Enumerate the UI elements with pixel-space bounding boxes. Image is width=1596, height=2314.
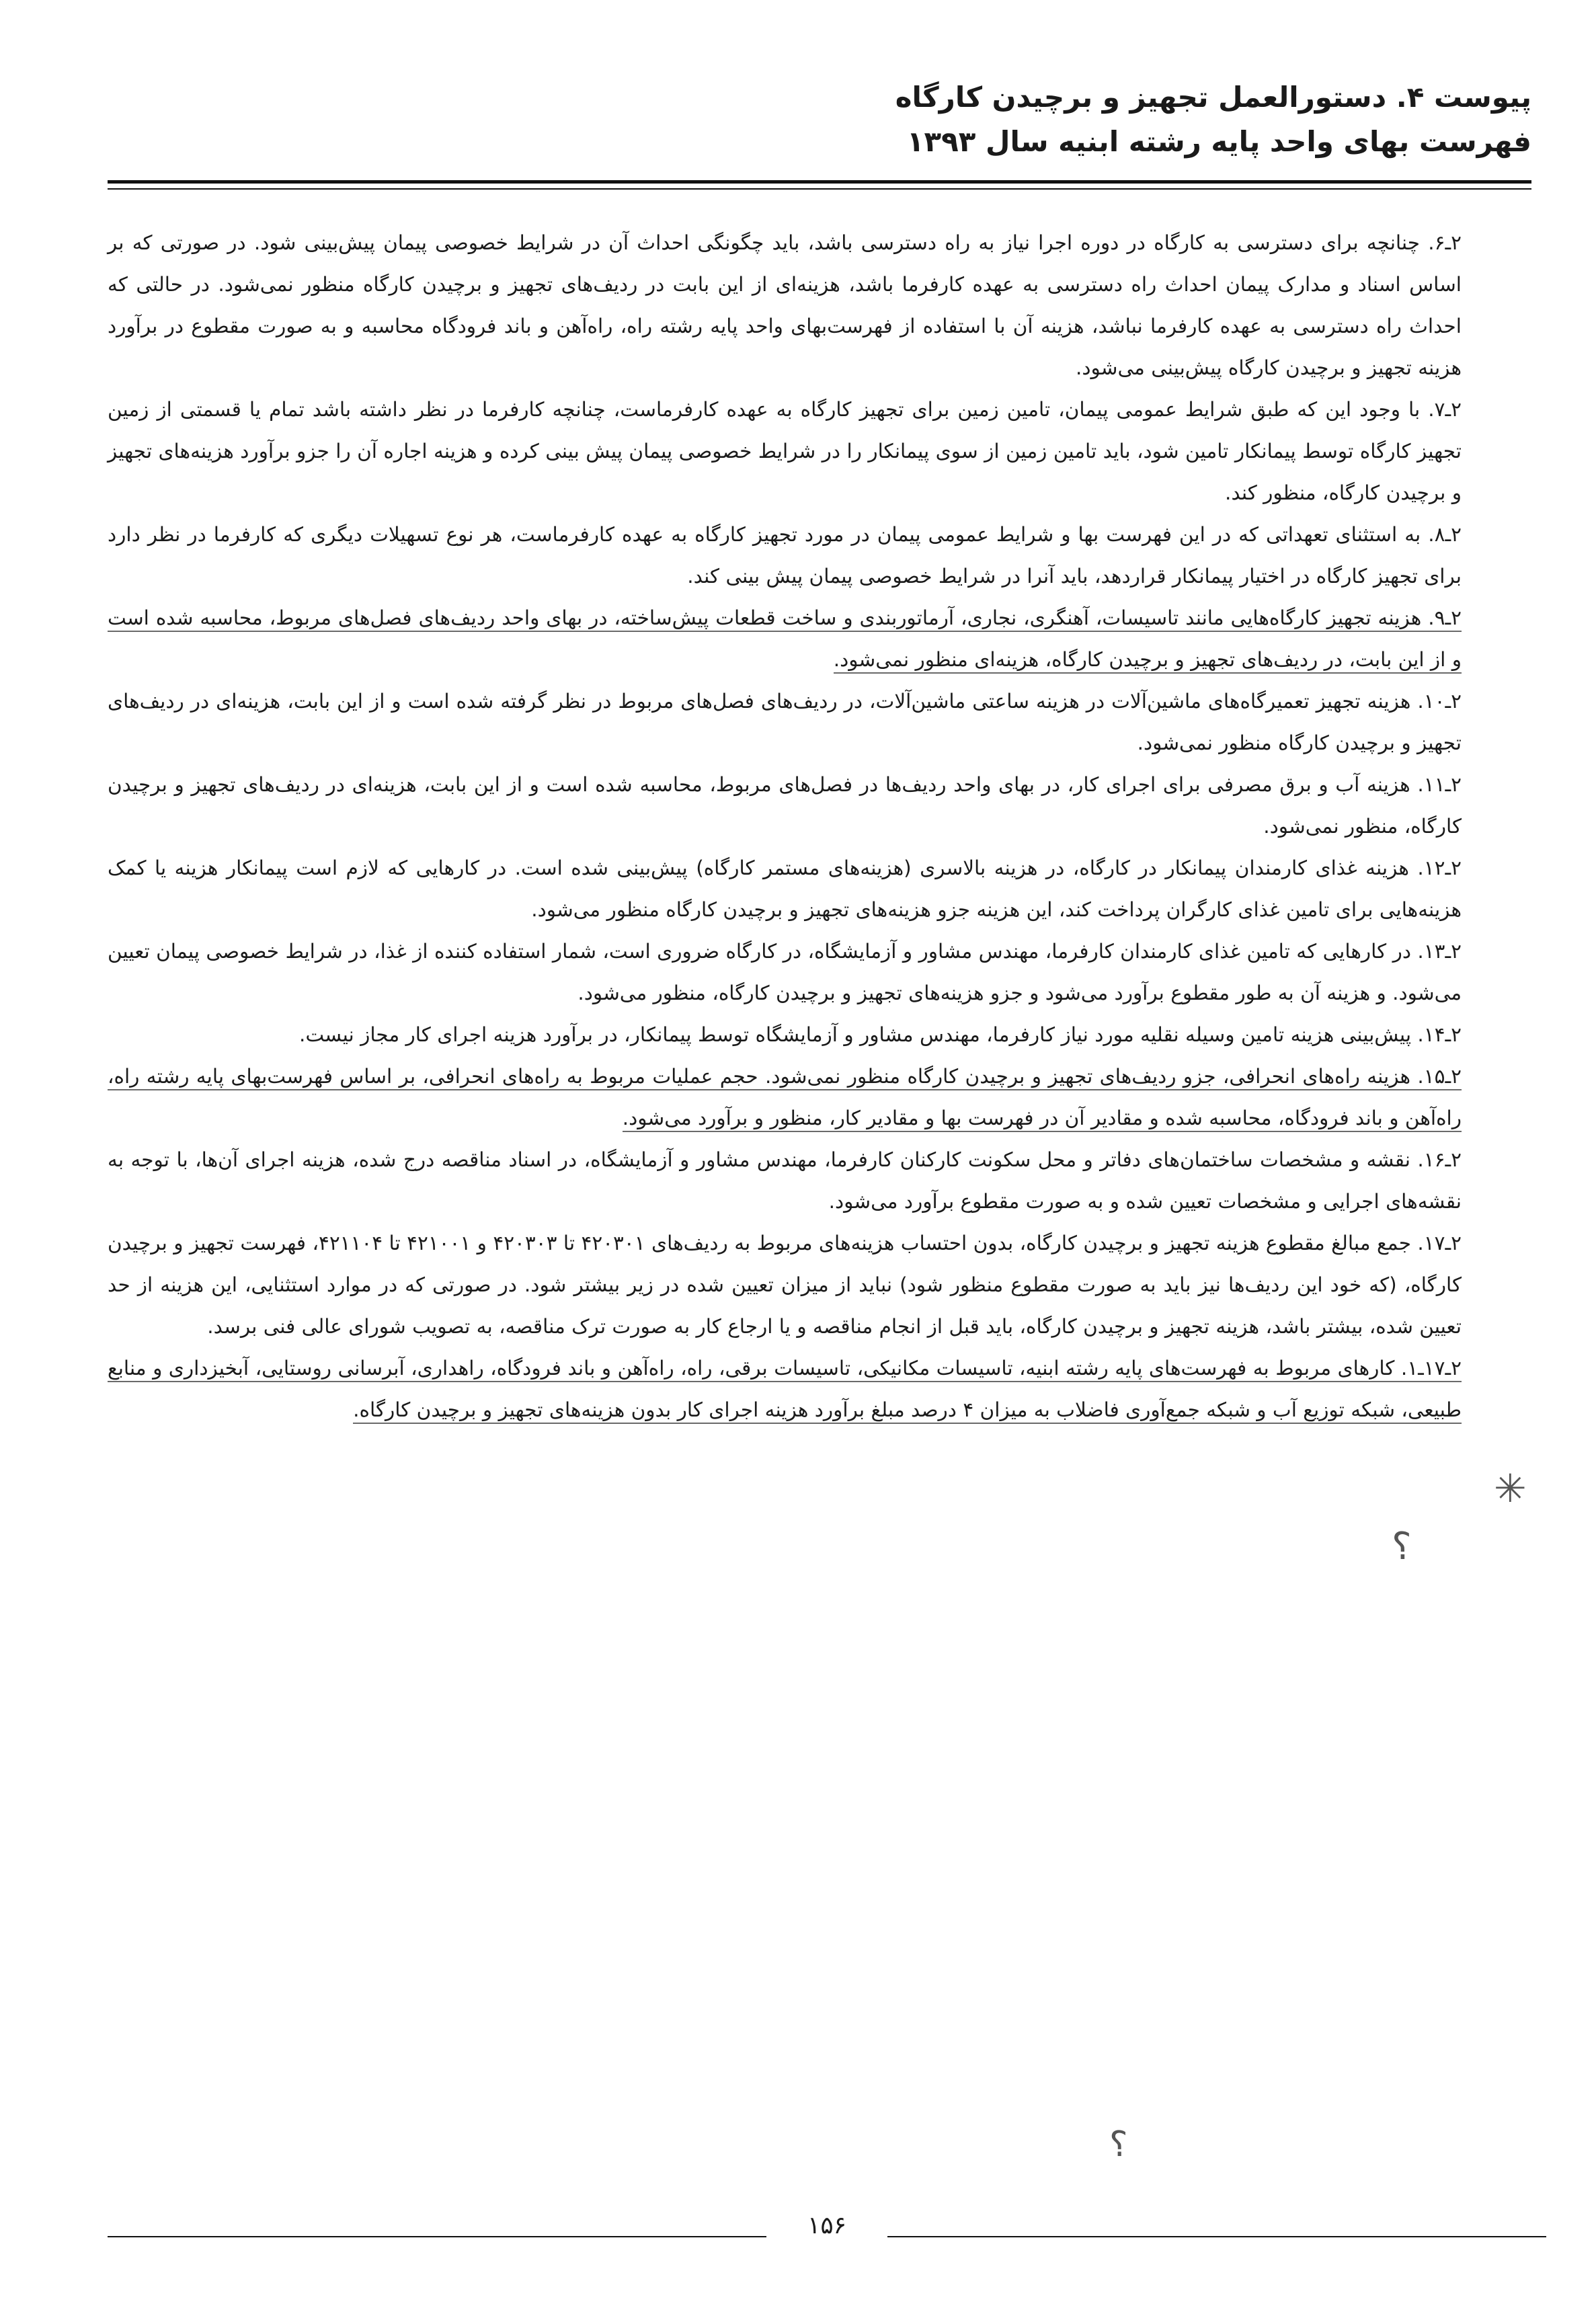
header-rule-thick [108,180,1531,184]
paragraph-2-8: ۲ـ۸. به استثنای تعهداتی که در این فهرست بها و شرایط عمومی پیمان در مورد تجهیز کارگاه به عهده کارفرماست، هر نوع تسهیلات دیگری که کارفرما در نظر دارد برای تجهیز کارگاه در اختیار پیمانکار قراردهد، باید آنرا در شرایط خصوصی پیمان پیش بینی کند. [108,523,1462,588]
page-header [108,75,1531,176]
paragraph-2-10: ۲ـ۱۰. هزینه تجهیز تعمیرگاه‌های ماشین‌آلات در هزینه ساعتی ماشین‌آلات، در ردیف‌های فصل‌های مربوط در نظر گرفته شده است و از این بابت، هزینه‌ای در ردیف‌های تجهیز و برچیدن کارگاه منظور نمی‌شود. [108,690,1462,754]
underlined-text: ۲ـ۱۷ـ۱. کارهای مربوط به فهرست‌های پایه رشته ابنیه، تاسیسات مکانیکی، تاسیسات برقی، راه، راه‌آهن و باند فرودگاه، راهداری، آبرسانی روستایی، آبخیزداری و منابع طبیعی، شبکه توزیع آب و شبکه جمع‌آوری فاضلاب به میزان ۴ درصد مبلغ برآورد هزینه اجرای کار بدون هزینه‌های تجهیز و برچیدن کارگاه. [108,1357,1462,1424]
paragraph-2-9 [108,597,1462,680]
paragraph-2-14: ۲ـ۱۴. پیش‌بینی هزینه تامین وسیله نقلیه مورد نیاز کارفرما، مهندس مشاور و آزمایشگاه توسط پیمانکار، در برآورد هزینه اجرای کار مجاز نیست. [298,1023,1462,1046]
paragraph-2-16: ۲ـ۱۶. نقشه و مشخصات ساختمان‌های دفاتر و محل سکونت کارکنان کارفرما، مهندس مشاور و آزمایشگاه، در اسناد مناقصه درج شده، هزینه اجرای آن‌ها، با توجه به نقشه‌های اجرایی و مشخصات تعیین شده و به صورت مقطوع برآورد می‌شود. [108,1148,1462,1213]
header-rule-thin [108,188,1531,190]
underlined-text: ۲ـ۱۵. هزینه راه‌های انحرافی، جزو ردیف‌های تجهیز و برچیدن کارگاه منظور نمی‌شود. حجم عملیات مربوط به راه‌های انحرافی، بر اساس فهرست‌بهای پایه رشته راه، راه‌آهن و باند فرودگاه، محاسبه شده و مقادیر آن در فهرست بها و مقادیر کار، منظور و برآورد می‌شود. [108,1065,1462,1132]
paragraph-2-17: ۲ـ۱۷. جمع مبالغ مقطوع هزینه تجهیز و برچیدن کارگاه، بدون احتساب هزینه‌های مربوط به ردیف‌های ۴۲۰۳۰۱ تا ۴۲۰۳۰۳ و ۴۲۱۰۰۱ تا ۴۲۱۱۰۴، فهرست تجهیز و برچیدن کارگاه، (که خود این ردیف‌ها نیز باید به صورت مقطوع منظور شود) نباید از میزان تعیین شده در زیر بیشتر شود. در صورتی که در موارد استثنایی، این هزینه از حد تعیین شده، بیشتر باشد، هزینه تجهیز و برچیدن کارگاه، باید قبل از انجام مناقصه و یا ارجاع کار به صورت ترک مناقصه، به تصویب شورای عالی فنی برسد. [108,1232,1462,1338]
paragraph-2-13: ۲ـ۱۳. در کارهایی که تامین غذای کارمندان کارفرما، مهندس مشاور و آزمایشگاه، در کارگاه ضروری است، شمار استفاده کننده از غذا، در شرایط خصوصی پیمان تعیین می‌شود. و هزینه آن به طور مقطوع برآورد می‌شود و جزو هزینه‌های تجهیز و برچیدن کارگاه، منظور می‌شود. [108,940,1462,1004]
underlined-text: ۲ـ۹. هزینه تجهیز کارگاه‌هایی مانند تاسیسات، آهنگری، نجاری، آرماتوربندی و ساخت قطعات پیش‌ساخته، در بهای واحد ردیف‌های فصل‌های مربوط، محاسبه شده است و از این بابت، در ردیف‌های تجهیز و برچیدن کارگاه، هزینه‌ای منظور نمی‌شود. [108,606,1462,674]
footer-rule-right [887,2236,1546,2237]
page-number: ۱۵۶ [807,2212,846,2239]
paragraph-2-11: ۲ـ۱۱. هزینه آب و برق مصرفی برای اجرای کار، در بهای واحد ردیف‌ها در فصل‌های مربوط، محاسبه شده است و از این بابت، هزینه‌ای در ردیف‌های تجهیز و برچیدن کارگاه، منظور نمی‌شود. [108,773,1462,838]
paragraph-2-6: ۲ـ۶. چنانچه برای دسترسی به کارگاه در دوره اجرا نیاز به راه دسترسی باشد، باید چگونگی احداث آن در شرایط خصوصی پیمان پیش‌بینی شود. در صورتی که بر اساس اسناد و مدارک پیمان احداث راه دسترسی به عهده کارفرما باشد، هزینه‌ای از این بابت در ردیف‌های تجهیز و برچیدن کارگاه منظور نمی‌شود. در حالتی که احداث راه دسترسی به عهده کارفرما نباشد، هزینه آن با استفاده از فهرست‌بهای واحد پایه رشته راه، راه‌آهن و باند فرودگاه محاسبه و به صورت مقطوع در برآورد هزینه تجهیز و برچیدن کارگاه پیش‌بینی می‌شود. [108,231,1462,379]
paragraph-2-17-1 [108,1347,1462,1431]
paragraph-2-12: ۲ـ۱۲. هزینه غذای کارمندان پیمانکار در کارگاه، در هزینه بالاسری (هزینه‌های مستمر کارگاه) پیش‌بینی شده است. در کارهایی که لازم است پیمانکار هزینه یا کمک هزینه‌هایی برای تامین غذای کارگران پرداخت کند، این هزینه جزو هزینه‌های تجهیز و برچیدن کارگاه منظور می‌شود. [108,856,1462,921]
handwritten-asterisk-icon: ✳ [1494,1466,1527,1511]
handwritten-question-mark-icon: ؟ [1109,2124,1128,2165]
header-title: پیوست ۴. دستورالعمل تجهیز و برچیدن کارگاه [895,81,1531,114]
footer-rule-left [108,2236,766,2237]
header-subtitle: فهرست بهای واحد پایه رشته ابنیه سال ۱۳۹۳ [906,125,1531,158]
document-body [108,222,1462,1431]
paragraph-2-7: ۲ـ۷. با وجود این که طبق شرایط عمومی پیمان، تامین زمین برای تجهیز کارگاه به عهده کارفرماست، چنانچه کارفرما در نظر داشته باشد تمام یا قسمتی از زمین تجهیز کارگاه توسط پیمانکار تامین شود، باید تامین زمین از سوی پیمانکار را در شرایط خصوصی پیمان پیش بینی کرده و هزینه اجاره آن را جزو برآورد هزینه‌های تجهیز و برچیدن کارگاه، منظور کند. [108,398,1462,504]
handwritten-question-mark-icon: ؟ [1392,1525,1412,1568]
paragraph-2-15 [108,1055,1462,1139]
